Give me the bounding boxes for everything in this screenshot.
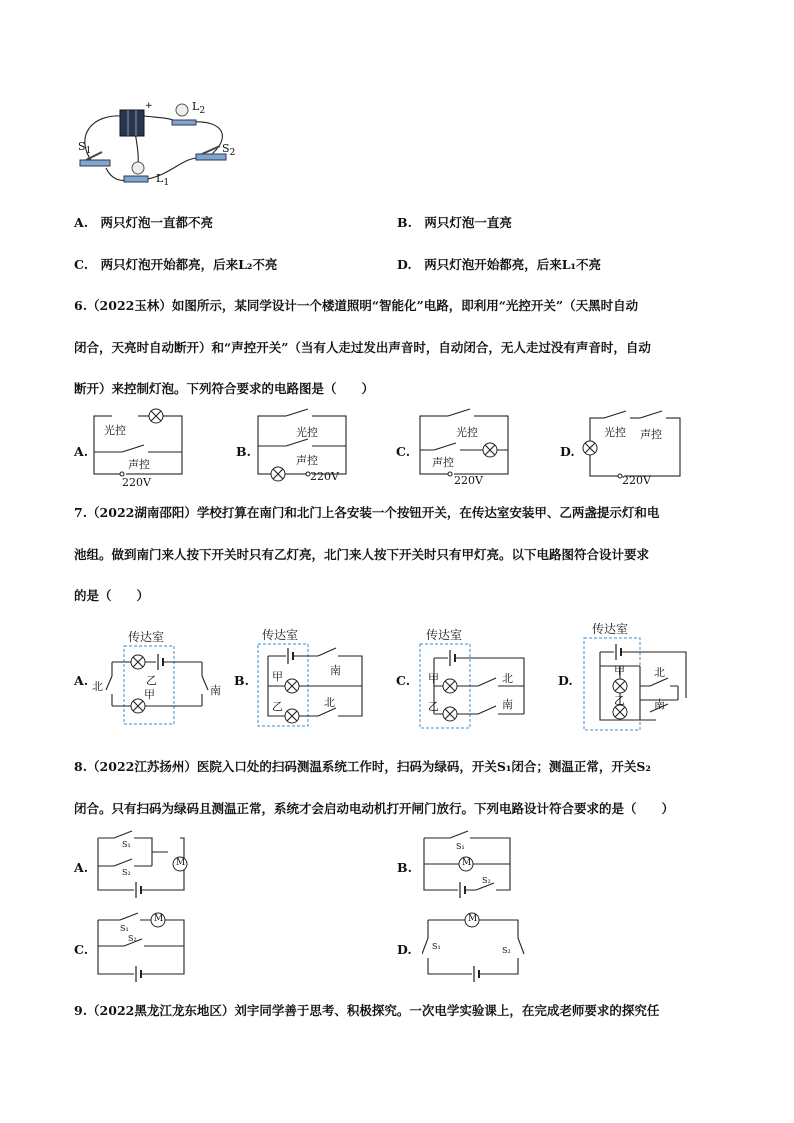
s2-label: S₂ [122,868,131,877]
q8-stem-line1: 8.（2022江苏扬州）医院入口处的扫码测温系统工作时，扫码为绿码，开关S₁闭合；测温正常，开关S₂ [74,759,651,774]
q7-stem-line2: 池组。做到南门来人按下开关时只有乙灯亮，北门来人按下开关时只有甲灯亮。以下电路图符合设计要求 [74,547,650,562]
s1-label: S₁ [432,942,441,951]
q5-option-b[interactable]: B. 两只灯泡一直亮 [397,215,512,230]
bei-label: 北 [324,696,335,709]
room-label: 传达室 [426,628,463,642]
bei-label: 北 [92,680,103,693]
room-label: 传达室 [128,630,165,644]
bei-label: 北 [654,666,665,679]
s1-label: S₁ [122,840,131,849]
shengkong-label: 声控 [296,454,318,467]
shengkong-label: 声控 [128,458,150,471]
q7-stem-line3: 的是（ ） [74,588,150,603]
bei-label: 北 [502,672,513,685]
shengkong-label: 声控 [640,428,662,441]
q6-option-a-circuit[interactable] [92,408,192,490]
motor-icon: M [154,914,164,924]
q8-option-d-letter[interactable]: D. [397,942,412,957]
s2-label: S₂ [482,876,491,885]
motor-icon: M [176,858,186,868]
s2-label: $S_2$ [222,142,236,159]
jia-label: 甲 [428,672,439,685]
voltage-label: 220V [622,474,651,487]
motor-icon: M [468,914,478,924]
q6-option-b-circuit[interactable] [256,408,356,490]
q6-option-d-letter[interactable]: D. [560,444,575,459]
q8-option-a-letter[interactable]: A. [74,860,89,875]
q7-option-a-letter[interactable]: A. [74,673,89,688]
q6-option-b-letter[interactable]: B. [236,444,251,459]
motor-icon: M [462,858,472,868]
shengkong-label: 声控 [432,456,454,469]
guangkong-label: 光控 [604,426,626,439]
yi-label: 乙 [428,700,439,713]
q8-option-c-circuit[interactable] [94,908,204,984]
jia-label: 甲 [614,664,625,677]
battery-plus-label: + [145,101,153,111]
q5-option-a[interactable]: A. 两只灯泡一直都不亮 [74,215,214,230]
s1-label: S₁ [456,842,465,851]
s2-label: S₂ [502,946,511,955]
nan-label: 南 [502,698,513,711]
guangkong-label: 光控 [296,426,318,439]
jia-label: 甲 [144,688,155,701]
q7-option-c-circuit[interactable] [414,626,534,730]
jia-label: 甲 [272,670,283,683]
room-label: 传达室 [262,628,299,642]
q7-option-a-circuit[interactable] [92,626,232,730]
guangkong-label: 光控 [456,426,478,439]
guangkong-label: 光控 [104,424,126,437]
q8-option-b-circuit[interactable] [420,830,530,900]
q6-option-d-circuit[interactable] [578,408,688,490]
q5-circuit-figure [72,96,252,192]
q7-option-c-letter[interactable]: C. [396,673,411,688]
yi-label: 乙 [614,694,625,707]
l2-label: $L_2$ [192,100,206,117]
q8-option-d-circuit[interactable] [422,908,532,984]
q5-option-c[interactable]: C. 两只灯泡开始都亮，后来L₂不亮 [74,257,278,272]
q8-option-b-letter[interactable]: B. [397,860,412,875]
yi-label: 乙 [272,700,283,713]
q6-stem-line2: 闭合，天亮时自动断开）和“声控开关”（当有人走过发出声音时，自动闭合，无人走过没有声音时，自动 [74,340,651,355]
nan-label: 南 [654,698,665,711]
q7-option-d-letter[interactable]: D. [558,673,573,688]
s1-label: S₁ [120,924,129,933]
q7-option-b-letter[interactable]: B. [234,673,249,688]
q8-option-a-circuit[interactable] [94,830,204,900]
q6-option-c-letter[interactable]: C. [396,444,411,459]
yi-label: 乙 [146,674,157,687]
q6-option-c-circuit[interactable] [418,408,518,490]
s1-label: $S_1$ [78,140,92,157]
q9-stem-line1: 9.（2022黑龙江龙东地区）刘宇同学善于思考、积极探究。一次电学实验课上，在完成老师要求的探究任 [74,1003,660,1018]
q6-stem-line1: 6.（2022玉林）如图所示，某同学设计一个楼道照明“智能化”电路，即利用“光控开关”（天黑时自动 [74,298,639,313]
l1-label: $L_1$ [156,172,170,189]
q8-option-c-letter[interactable]: C. [74,942,89,957]
voltage-label: 220V [454,474,483,487]
q8-stem-line2: 闭合。只有扫码为绿码且测温正常，系统才会启动电动机打开闸门放行。下列电路设计符合要求的是（ ） [74,801,675,816]
room-label: 传达室 [592,622,629,636]
q7-option-b-circuit[interactable] [252,626,372,730]
q6-option-a-letter[interactable]: A. [74,444,89,459]
s2-label: S₂ [128,934,137,943]
voltage-label: 220V [310,470,339,483]
q7-option-d-circuit[interactable] [578,620,698,732]
voltage-label: 220V [122,476,151,489]
q7-stem-line1: 7.（2022湖南邵阳）学校打算在南门和北门上各安装一个按钮开关，在传达室安装甲、乙两盏提示灯和电 [74,505,660,520]
q6-stem-line3: 断开）来控制灯泡。下列符合要求的电路图是（ ） [74,381,375,396]
q5-option-d[interactable]: D. 两只灯泡开始都亮，后来L₁不亮 [397,257,602,272]
nan-label: 南 [330,664,341,677]
nan-label: 南 [210,684,221,697]
